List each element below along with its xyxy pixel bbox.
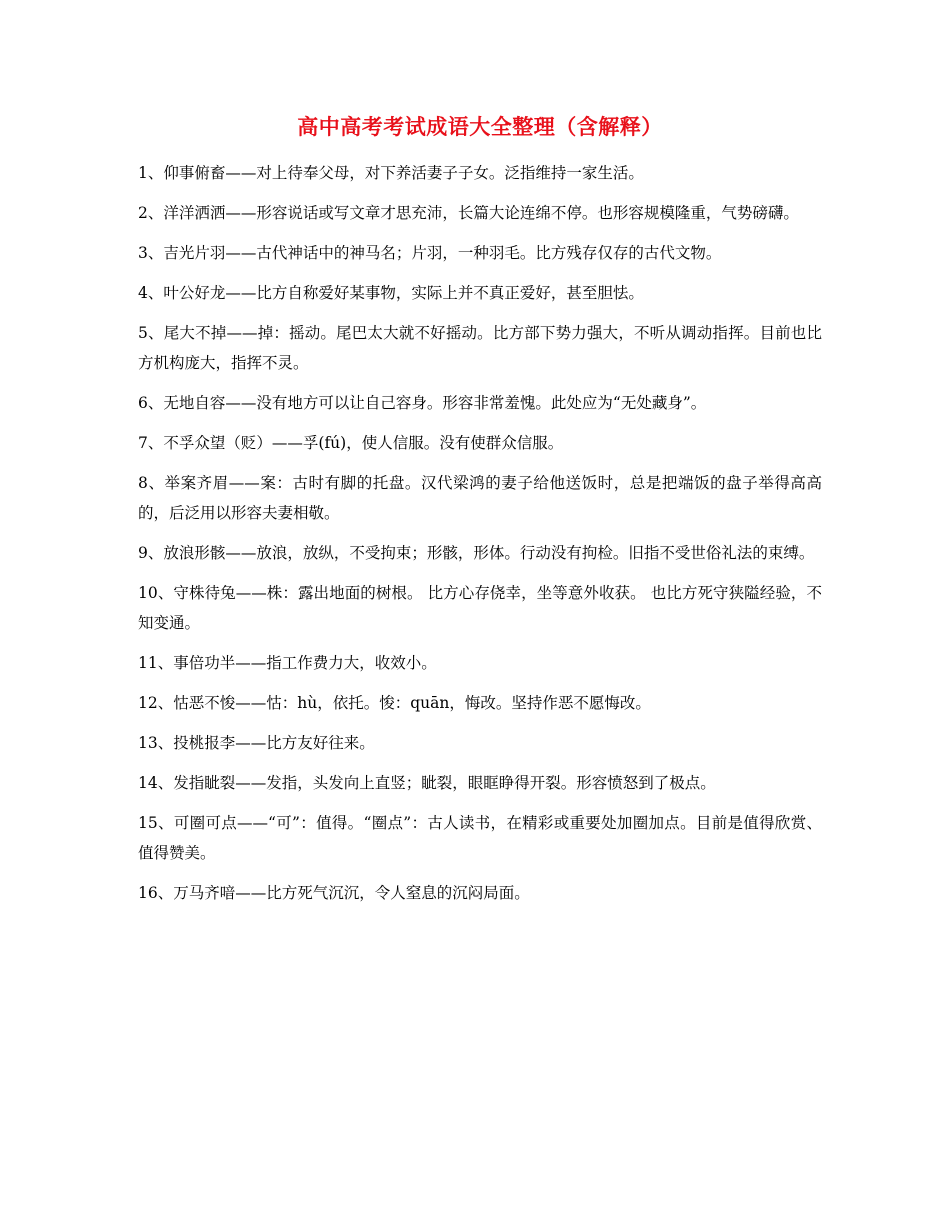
entry-number: 2 、 [138,204,163,222]
entry-text: 发指眦裂——发指，头发向上直竖；眦裂，眼眶睁得开裂。形容愤怒到了极点。 [173,774,716,792]
entry-number: 6 、 [138,394,163,412]
entry-number: 8 、 [138,474,165,492]
list-item [138,278,822,308]
list-item [138,768,822,798]
entry-text: 叶公好龙——比方自称爱好某事物，实际上并不真正爱好，甚至胆怯。 [163,284,644,302]
entry-number: 16 、 [138,884,173,902]
entry-text: 尾大不掉——掉：摇动。尾巴太大就不好摇动。比方部下势力强大，不听从调动指挥。目前也比方机构庞大，指挥不灵。 [138,324,822,372]
list-item [138,198,822,228]
entry-number: 3 、 [138,244,163,262]
entry-number: 15 、 [138,814,174,832]
list-item [138,318,822,378]
entry-text: 可圈可点——“可”：值得。“圈点”：古人读书，在精彩或重要处加圈加点。目前是值得欣赏、值得赞美。 [138,814,822,862]
entry-text: 放浪形骸——放浪，放纵，不受拘束；形骸，形体。行动没有拘检。旧指不受世俗礼法的束缚。 [163,544,815,562]
entry-text: 无地自容——没有地方可以让自己容身。形容非常羞愧。此处应为“无处藏身”。 [163,394,707,412]
list-item [138,158,822,188]
entry-text: 万马齐喑——比方死气沉沉，令人窒息的沉闷局面。 [173,884,530,902]
list-item [138,808,822,868]
list-item [138,688,822,718]
entry-number: 14 、 [138,774,173,792]
entry-text: 怙恶不悛——怙：hù，依托。悛：quān，悔改。坚持作恶不愿悔改。 [173,694,651,712]
entry-text: 事倍功半——指工作费力大，收效小。 [173,654,437,672]
page-title: 高中高考考试成语大全整理（含解释） [297,115,663,139]
list-item [138,578,822,638]
entry-number: 9 、 [138,544,163,562]
entry-text: 洋洋洒洒——形容说话或写文章才思充沛，长篇大论连绵不停。也形容规模隆重，气势磅礴。 [163,204,799,222]
entry-number: 10 、 [138,584,173,602]
list-item [138,878,822,908]
list-item [138,728,822,758]
entry-text: 不孚众望（贬）——孚(fú)，使人信服。没有使群众信服。 [163,434,564,452]
entry-number: 4 、 [138,284,163,302]
entry-number: 7 、 [138,434,163,452]
entry-number: 13 、 [138,734,173,752]
entry-number: 11 、 [138,654,173,672]
list-item [138,388,822,418]
entry-number: 1 、 [138,164,163,182]
list-item [138,468,822,528]
entry-text: 举案齐眉——案：古时有脚的托盘。汉代梁鸿的妻子给他送饭时，总是把端饭的盘子举得高高的，后泛用以形容夫妻相敬。 [138,474,822,522]
entry-number: 12 、 [138,694,173,712]
idiom-list [138,158,822,908]
list-item [138,648,822,678]
entry-number: 5 、 [138,324,164,342]
list-item [138,238,822,268]
entry-text: 守株待兔——株：露出地面的树根。 比方心存侥幸，坐等意外收获。 也比方死守狭隘经验，不知变通。 [138,584,822,632]
entry-text: 仰事俯畜——对上待奉父母，对下养活妻子子女。泛指维持一家生活。 [163,164,644,182]
list-item [138,538,822,568]
entry-text: 吉光片羽——古代神话中的神马名；片羽，一种羽毛。比方残存仅存的古代文物。 [163,244,722,262]
list-item [138,428,822,458]
entry-text: 投桃报李——比方友好往来。 [173,734,375,752]
